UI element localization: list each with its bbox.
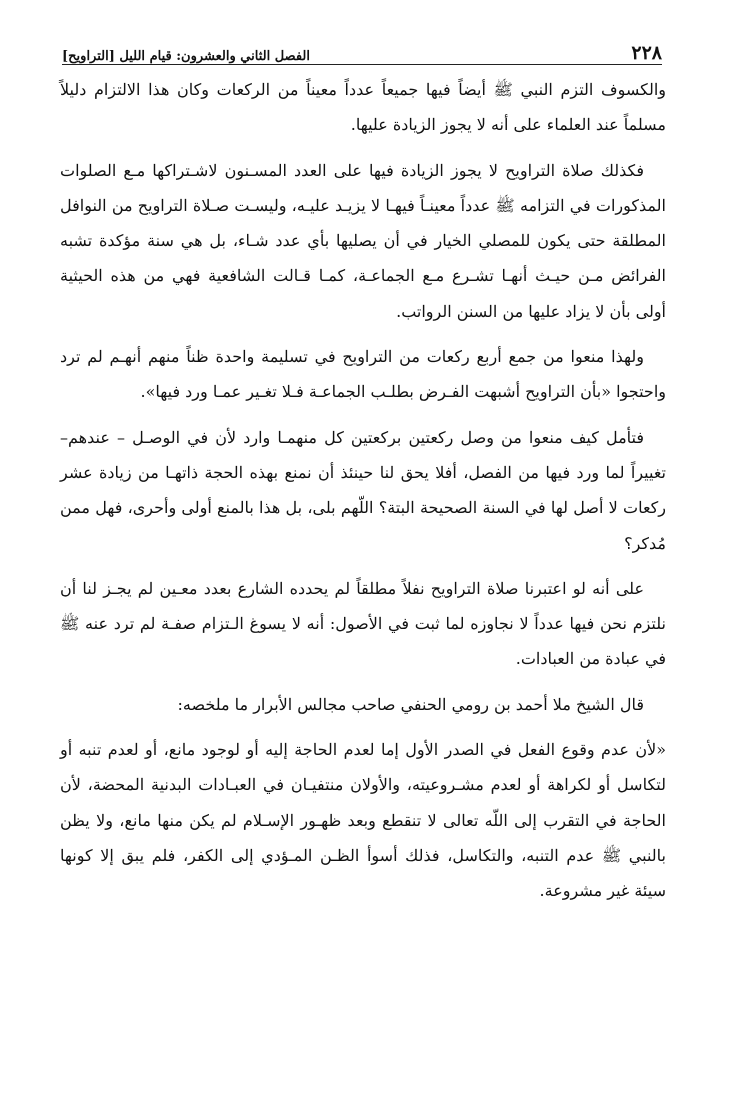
page-body — [60, 72, 666, 919]
paragraph: على أنه لو اعتبرنا صلاة التراويح نفلاً مطلقاً لم يحدده الشارع بعدد معـين لم يجـز لنا أن نلتزم نحن فيها عدداً لا نجاوزه لما ثبت في الأصول: أنه لا يسوغ الـتزام صفـة لم ترد عنه ﷺ في عبادة من العبادات. — [60, 578, 667, 669]
paragraph-continued: والكسوف التزم النبي ﷺ أيضاً فيها جميعاً عدداً معيناً من الركعات وكان هذا الالتزام دليلاً مسلماً عند العلماء على أنه لا يجوز الزيادة عليها. — [60, 80, 666, 135]
paragraph: فكذلك صلاة التراويح لا يجوز الزيادة فيها على العدد المسـنون لاشـتراكها مـع الصلوات المذكورات في التزامه ﷺ عدداً معينـاً فيهـا لا يزيـد عليـه، وليسـت صـلاة التراويح من النوافل المطلقة حتى يكون للمصلي الخيار في أن يصليها بأي عدد شـاء، بل هي سنة مؤكدة تشبه الفرائض مـن حيـث أنهـا تشـرع مـع الجماعـة، كمـا قـالت الشافعية فهي من هذه الحيثية أولى بأن لا يزاد عليها من السنن الرواتب. — [60, 160, 666, 321]
paragraph: قال الشيخ ملا أحمد بن رومي الحنفي صاحب مجالس الأبرار ما ملخصه: — [177, 694, 644, 714]
paragraph: ولهذا منعوا من جمع أربع ركعات من التراويح في تسليمة واحدة ظناً منهم أنهـم لم ترد واحتجوا «بأن التراويح أشبهت الفـرض بطلـب الجماعـة فـلا تغـير عمـا ورد فيها». — [60, 347, 666, 402]
page-header — [62, 30, 662, 65]
page-number: ٢٢٨ — [631, 42, 662, 64]
paragraph: فتأمل كيف منعوا من وصل ركعتين بركعتين كل منهمـا وارد لأن في الوصـل – عندهم– تغييراً لما ورد فيها من الفصل، أفلا يحق لنا حينئذ أن نمنع بهذه الحجة ذاتهـا من زيادة عشر ركعات لا أصل لها في السنة الصحيحة البتة؟ اللّهم بلى، بل هذا بالمنع أولى وأحرى، فهل ممن مُدكر؟ — [60, 427, 666, 553]
running-title: الفصل الثاني والعشرون: قيام الليل [التراويح] — [62, 49, 310, 64]
quoted-paragraph: «لأن عدم وقوع الفعل في الصدر الأول إما لعدم الحاجة إليه أو لوجود مانع، أو لعدم تنبه أو لتكاسل أو لكراهة أو لعدم مشـروعيته، والأولان منتفيـان في العبـادات البدنية المحضة، لأن الحاجة في التقرب إلى اللّه تعالى لا تنقطع وبعد ظهـور الإسـلام لم يكن منها مانع، ولا يظن بالنبي ﷺ عدم التنبه، والتكاسل، فذلك أسوأ الظـن المـؤدي إلى الكفر، فلم يبق إلا كونها سيئة غير مشروعة. — [60, 740, 666, 901]
